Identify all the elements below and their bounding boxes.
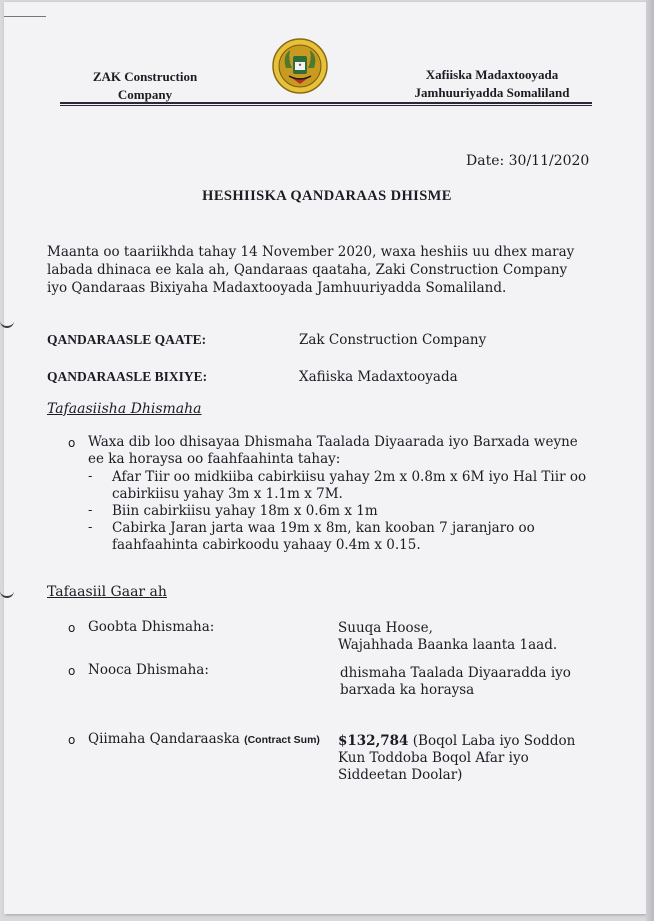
dash-marker: - [88, 520, 93, 535]
location-label: Goobta Dhismaha: [88, 619, 215, 635]
price-amount: $132,784 [338, 733, 409, 749]
dash-marker: - [88, 503, 93, 518]
receiver-value: Zak Construction Company [299, 332, 487, 348]
price-value [338, 733, 588, 784]
dash-marker: - [88, 469, 93, 484]
document-title: HESHIISKA QANDARAAS DHISME [202, 188, 452, 204]
giver-value: Xafiiska Madaxtooyada [299, 369, 458, 385]
header-rule [60, 102, 592, 104]
company-header [66, 68, 224, 104]
giver-label: QANDARAASLE BIXIYE: [47, 369, 208, 384]
intro-line: Maanta oo taariikhda tahay 14 November 2020, waxa heshiis uu dhex maray [47, 244, 575, 260]
special-heading: Tafaasiil Gaar ah [47, 584, 167, 600]
price-label-group [88, 731, 320, 749]
price-words-line: Siddeetan Doolar) [338, 767, 463, 783]
document-date: Date: 30/11/2020 [466, 153, 590, 169]
location-line: Suuqa Hoose, [338, 620, 433, 636]
page-edge-shadow [646, 0, 654, 921]
price-label: Qiimaha Qandaraaska [88, 731, 240, 747]
details-line: Waxa dib loo dhisayaa Dhismaha Taalada Diyaarada iyo Barxada weyne [88, 434, 578, 450]
details-bullet-text [88, 434, 578, 468]
price-words-line: (Boqol Laba iyo Soddon [412, 733, 576, 749]
bullet-marker: o [68, 621, 76, 635]
type-line: barxada ka horaysa [340, 682, 475, 698]
type-line: dhismaha Taalada Diyaaradda iyo [340, 665, 571, 681]
location-value [338, 620, 557, 654]
sub-item-columns [112, 469, 586, 503]
office-name-line1: Xafiiska Madaxtooyada [425, 67, 559, 82]
header-rule-thin [60, 105, 592, 106]
location-line: Wajahhada Baanka laanta 1aad. [338, 637, 558, 653]
bullet-marker: o [68, 664, 76, 678]
sub-item-beam: Biin cabirkiisu yahay 18m x 0.6m x 1m [112, 503, 378, 519]
bullet-marker: o [68, 436, 76, 450]
sub-item-line: cabirkiisu yahay 3m x 1.1m x 7M. [112, 486, 343, 502]
price-words-line: Kun Toddoba Boqol Afar iyo [338, 750, 529, 766]
price-label-english: (Contract Sum) [244, 734, 320, 746]
intro-line: labada dhinaca ee kala ah, Qandaraas qaataha, Zaki Construction Company [47, 262, 568, 278]
company-name-line2: Company [117, 87, 173, 102]
details-heading: Tafaasiisha Dhismaha [47, 401, 202, 417]
receiver-label: QANDARAASLE QAATE: [47, 332, 207, 347]
coat-of-arms-seal [272, 38, 328, 94]
intro-paragraph [47, 243, 595, 297]
intro-line: iyo Qandaraas Bixiyaha Madaxtooyada Jamhuuriyadda Somaliland. [47, 280, 507, 296]
office-header [392, 66, 592, 102]
sub-item-line: faahfaahinta cabirkoodu yahaay 0.4m x 0.15. [112, 537, 421, 553]
type-value [340, 665, 571, 699]
details-line: ee ka horaysa oo faahfaahinta tahay: [88, 451, 341, 467]
sub-item-stairs [112, 520, 592, 554]
company-name-line1: ZAK Construction [92, 69, 198, 84]
sub-item-line: Cabirka Jaran jarta waa 19m x 8m, kan kooban 7 jaranjaro oo [112, 520, 535, 536]
sub-item-line: Afar Tiir oo midkiiba cabirkiisu yahay 2m x 0.8m x 6M iyo Hal Tiir oo [112, 469, 587, 485]
top-left-rule [4, 16, 46, 17]
type-label: Nooca Dhismaha: [88, 662, 209, 678]
office-name-line2: Jamhuuriyadda Somaliland [414, 85, 570, 100]
bullet-marker: o [68, 733, 76, 747]
